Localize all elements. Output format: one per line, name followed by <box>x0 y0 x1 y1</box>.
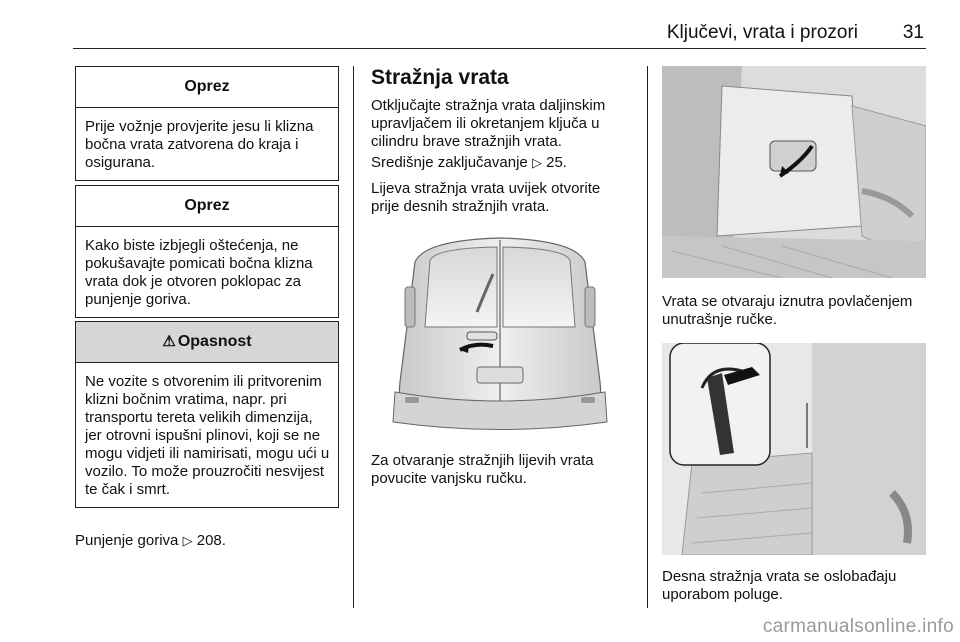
intro-paragraph: Otključajte stražnja vrata daljinskim upravljačem ili okretanjem ključa u cilindru brave stražnjih vrata. <box>371 97 606 150</box>
danger-header <box>76 322 338 363</box>
danger-title: Opasnost <box>177 333 252 350</box>
caution-title: Oprez <box>76 67 338 108</box>
van-rear-doors-illustration <box>385 232 615 437</box>
chapter-title: Ključevi, vrata i prozori <box>666 22 858 43</box>
lever-caption: Desna stražnja vrata se oslobađaju uporabom poluge. <box>662 568 897 603</box>
caution-title: Oprez <box>76 186 338 227</box>
column-divider-left <box>353 66 354 608</box>
caution-text: Prije vožnje provjerite jesu li klizna bočna vrata zatvorena do kraja i osigurana. <box>85 118 314 171</box>
fuel-ref-text: Punjenje goriva <box>75 532 179 549</box>
warning-triangle-icon: ⚠ <box>162 333 176 350</box>
caution-box-1 <box>75 66 339 181</box>
page-number: 31 <box>902 22 924 43</box>
central-lock-page: 25. <box>546 154 567 171</box>
header-rule <box>73 48 926 49</box>
caution-box-2 <box>75 185 339 318</box>
page-ref-arrow-icon: ▷ <box>182 533 193 548</box>
column-divider-right <box>647 66 648 608</box>
danger-box <box>75 321 339 508</box>
fuel-reference <box>75 532 226 550</box>
central-lock-text: Središnje zaključavanje <box>371 154 528 171</box>
release-lever-illustration <box>662 343 926 555</box>
page-ref-arrow-icon: ▷ <box>531 155 542 170</box>
outside-handle-caption: Za otvaranje stražnjih lijevih vrata povucite vanjsku ručku. <box>371 452 594 487</box>
caution-text: Kako biste izbjegli oštećenja, ne pokušavajte pomicati bočna klizna vrata dok je otvoren poklopac za punjenje goriva. <box>85 237 313 308</box>
left-door-paragraph: Lijeva stražnja vrata uvijek otvorite prije desnih stražnjih vrata. <box>371 180 601 215</box>
interior-door-illustration <box>662 66 926 278</box>
watermark: carmanualsonline.info <box>762 616 954 637</box>
central-lock-reference <box>371 154 567 172</box>
danger-text: Ne vozite s otvorenim ili pritvorenim klizni bočnim vratima, napr. pri transportu tereta velikih dimenzija, jer otrovni ispušni plinovi, koji se ne mogu vidjeti ili namirisati, mogu ući u vozilo. To može prouzročiti nesvijest te čak i smrt. <box>85 373 330 498</box>
inside-handle-caption: Vrata se otvaraju iznutra povlačenjem unutrašnje ručke. <box>662 293 913 328</box>
section-heading: Stražnja vrata <box>371 66 509 89</box>
fuel-ref-page: 208. <box>196 532 226 549</box>
